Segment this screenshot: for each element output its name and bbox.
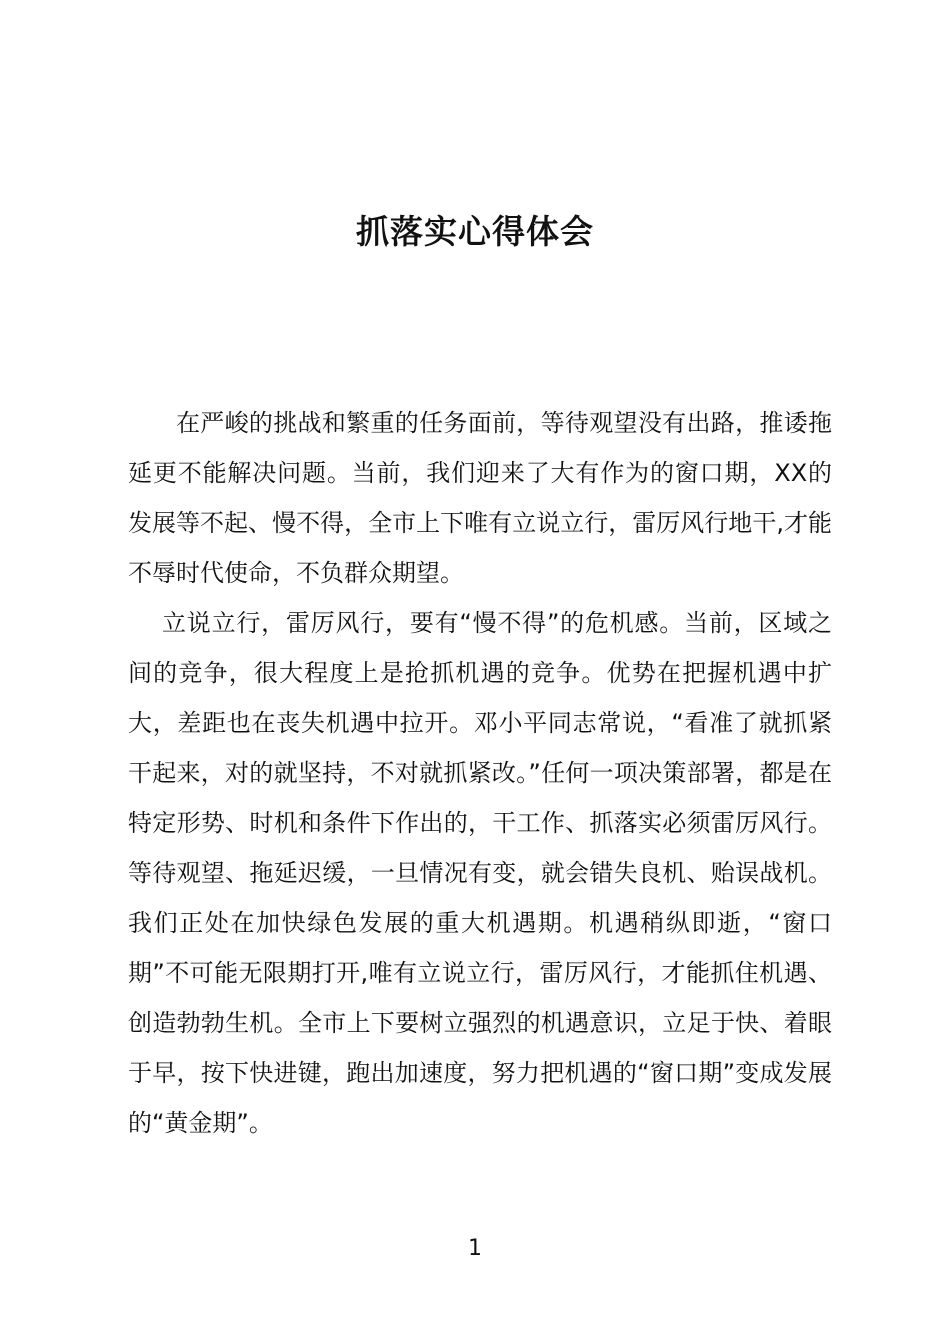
document-body xyxy=(128,398,832,1148)
document-title: 抓落实心得体会 xyxy=(356,212,594,251)
page-number: 1 xyxy=(468,1236,482,1261)
paragraph-2: 立说立行，雷厉风行，要有“慢不得”的危机感。当前，区域之间的竞争，很大程度上是抢抓机遇的竞争。优势在把握机遇中扩大，差距也在丧失机遇中拉开。邓小平同志常说，“看准了就抓紧干起来，对的就坚持，不对就抓紧改。”任何一项决策部署，都是在特定形势、时机和条件下作出的，干工作、抓落实必须雷厉风行。等待观望、拖延迟缓，一旦情况有变，就会错失良机、贻误战机。我们正处在加快绿色发展的重大机遇期。机遇稍纵即逝，“窗口期”不可能无限期打开,唯有立说立行，雷厉风行，才能抓住机遇、创造勃勃生机。全市上下要树立强烈的机遇意识，立足于快、着眼于早，按下快进键，跑出加速度，努力把机遇的“窗口期”变成发展的“黄金期”。 xyxy=(128,609,832,1137)
paragraph-1: 在严峻的挑战和繁重的任务面前，等待观望没有出路，推诿拖延更不能解决问题。当前，我们迎来了大有作为的窗口期，XX的发展等不起、慢不得，全市上下唯有立说立行，雷厉风行地干,才能不辱时代使命，不负群众期望。 xyxy=(128,409,832,587)
